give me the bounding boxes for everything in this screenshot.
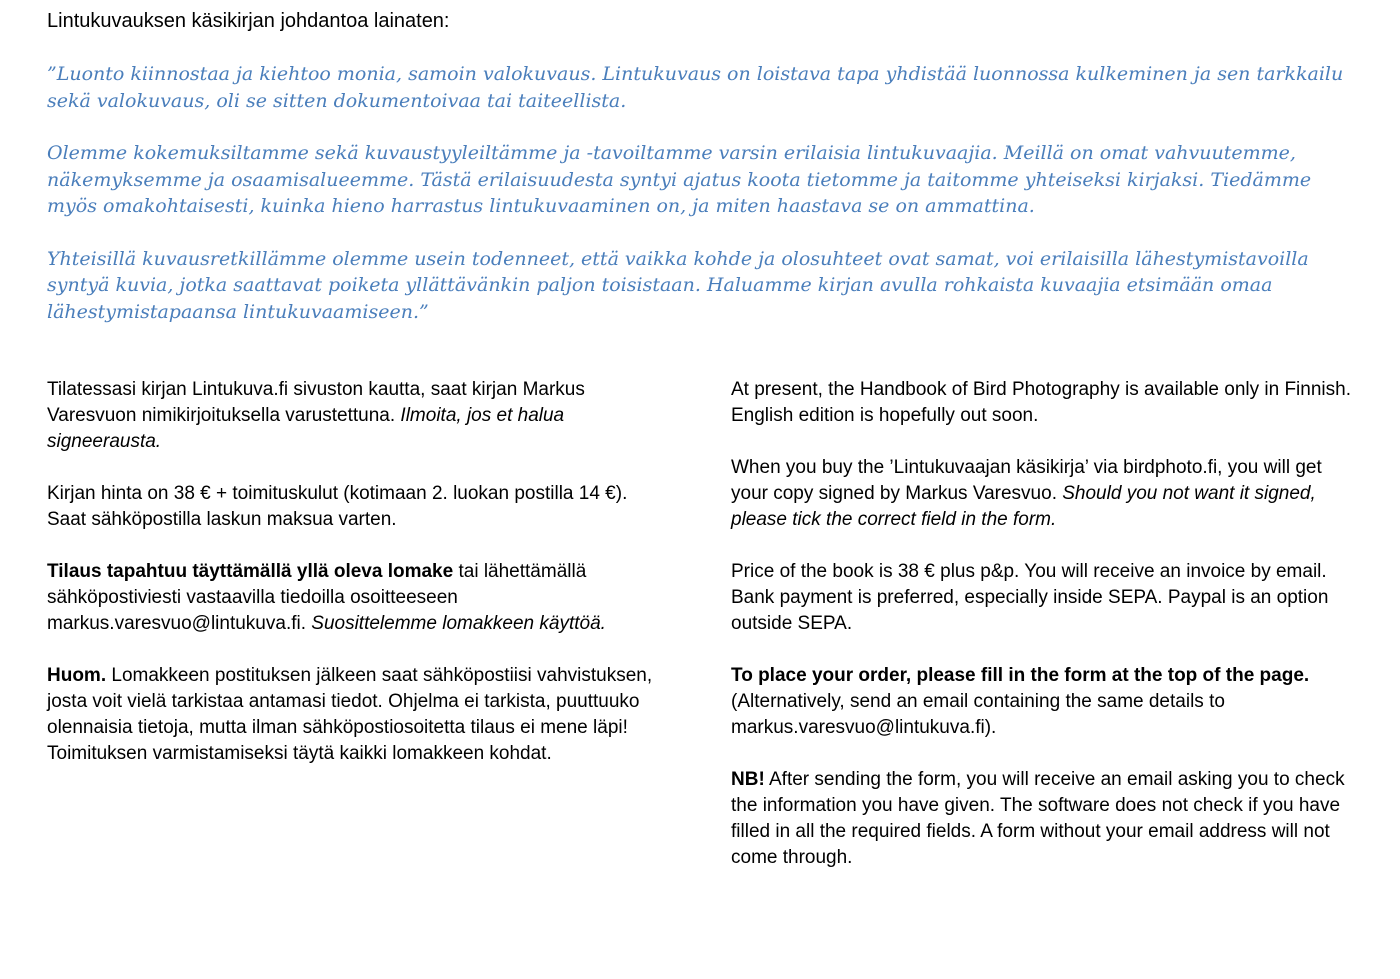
en-paragraph-price <box>731 559 1358 637</box>
text-run: Ilmoita, jos et halua signeerausta. <box>47 405 565 452</box>
text-run: Huom. <box>47 665 107 686</box>
quote-paragraph-1: ”Luonto kiinnostaa ja kiehtoo monia, samoin valokuvaus. Lintukuvaus on loistava tapa yhdistää luonnossa kulkeminen ja sen tarkkailu sekä valokuvaus, oli se sitten dokumentoivaa tai taiteellista. <box>47 63 1344 112</box>
text-run: tai lähettämällä sähköpostiviesti vastaavilla tiedoilla osoitteeseen markus.varesvuo@lintukuva.fi. <box>47 561 587 634</box>
text-run: (Alternatively, send an email containing the same details to markus.varesvuo@lintukuva.fi). <box>731 691 1225 738</box>
en-paragraph-signing <box>731 455 1358 533</box>
en-paragraph-availability <box>731 377 1358 429</box>
text-run: After sending the form, you will receive an email asking you to check the information you have given. The software does not check if you have filled in all the required fields. A form without your email address will not come through. <box>731 769 1345 868</box>
en-paragraph-ordering <box>731 663 1358 741</box>
fi-paragraph-price <box>47 481 664 533</box>
text-run: Tilatessasi kirjan Lintukuva.fi sivuston kautta, saat kirjan Markus Varesvuon nimikirjoituksella varustettuna. <box>47 379 585 426</box>
fi-paragraph-signing <box>47 377 664 455</box>
fi-paragraph-note <box>47 663 664 767</box>
text-run: NB! <box>731 769 765 790</box>
en-paragraph-note <box>731 767 1358 871</box>
text-run: Lomakkeen postituksen jälkeen saat sähköpostiisi vahvistuksen, josta voit vielä tarkistaa antamasi tiedot. Ohjelma ei tarkista, puuttuuko olennaisia tietoja, mutta ilman sähköpostiosoitetta tilaus ei mene läpi! Toimituksen varmistamiseksi täytä kaikki lomakkeen kohdat. <box>47 665 653 764</box>
fi-paragraph-ordering <box>47 559 664 637</box>
text-run: Tilaus tapahtuu täyttämällä yllä oleva lomake <box>47 561 454 582</box>
text-run: Should you not want it signed, please tick the correct field in the form. <box>731 483 1316 530</box>
two-column-section <box>47 377 1400 871</box>
intro-label: Lintukuvauksen käsikirjan johdantoa lainaten: <box>47 10 450 32</box>
text-run: At present, the Handbook of Bird Photography is available only in Finnish. English edition is hopefully out soon. <box>731 379 1351 426</box>
handbook-quote-block <box>47 61 1349 325</box>
quote-paragraph-3: Yhteisillä kuvausretkillämme olemme usein todenneet, että vaikka kohde ja olosuhteet ovat samat, voi erilaisilla lähestymistavoilla syntyä kuvia, jotka saattavat poiketa yllättävänkin paljon toisistaan. Haluamme kirjan avulla rohkaista kuvaajia etsimään omaa lähestymistapaansa lintukuvaamiseen.” <box>47 247 1309 323</box>
text-run: Kirjan hinta on 38 € + toimituskulut (kotimaan 2. luokan postilla 14 €). Saat sähköpostilla laskun maksua varten. <box>47 483 628 530</box>
quote-paragraph-2: Olemme kokemuksiltamme sekä kuvaustyyleiltämme ja -tavoiltamme varsin erilaisia lintukuvaajia. Meillä on omat vahvuutemme, näkemyksemme ja osaamisalueemme. Tästä erilaisuudesta syntyi ajatus koota tietomme ja taitomme yhteiseksi kirjaksi. Tiedämme myös omakohtaisesti, kuinka hieno harrastus lintukuvaaminen on, ja miten haastava se on ammattina. <box>47 142 1312 217</box>
text-run: Price of the book is 38 € plus p&p. You will receive an invoice by email. Bank payment is preferred, especially inside SEPA. Paypal is an option outside SEPA. <box>731 561 1329 634</box>
text-run: To place your order, please fill in the form at the top of the page. <box>731 665 1310 686</box>
english-ordering-info-column <box>731 377 1358 871</box>
text-run: Suosittelemme lomakkeen käyttöä. <box>311 613 606 634</box>
text-run: When you buy the ’Lintukuvaajan käsikirja’ via birdphoto.fi, you will get your copy signed by Markus Varesvuo. <box>731 457 1322 504</box>
finnish-ordering-info-column <box>47 377 664 871</box>
